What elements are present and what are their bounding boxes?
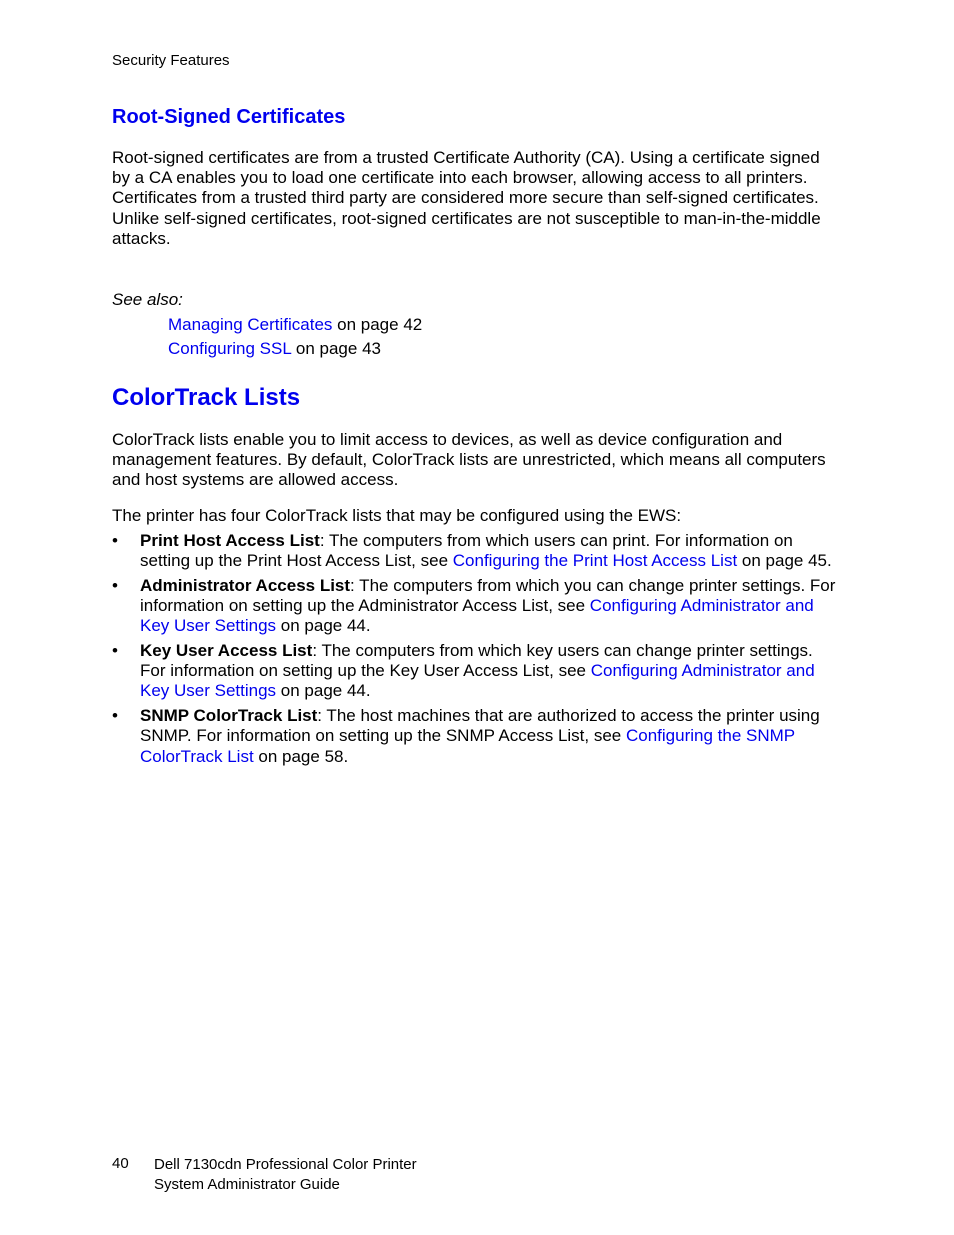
see-also-label: See also: (112, 290, 183, 309)
list-item-text: : The computers from which users can print. For information on setting up the Print Host Access List, see (140, 531, 793, 571)
list-item (112, 641, 842, 702)
page-ref: on page 58. (253, 746, 349, 766)
section-heading-colortrack: ColorTrack Lists (112, 384, 301, 411)
list-item-term: Administrator Access List (140, 575, 351, 595)
page-ref: on page 42 (332, 315, 423, 334)
root-signed-paragraph: Root-signed certificates are from a trusted Certificate Authority (CA). Using a certificate signed by a CA enables you to load one certificate into each browser, allowing access to all printers. Certificates from a trusted third party are considered more secure than self-signed certificates. Unlike self-signed certificates, root-signed certificates are not susceptible to man-in-the-middle attacks. (112, 148, 821, 248)
managing-certificates-link[interactable]: Managing Certificates (168, 315, 333, 334)
colortrack-intro: The printer has four ColorTrack lists that may be configured using the EWS: (112, 506, 682, 525)
admin-key-user-settings-link[interactable]: Configuring Administrator and Key User Settings (140, 661, 815, 701)
list-item-text: : The computers from which you can change printer settings. For information on setting up the Administrator Access List, see (140, 575, 836, 616)
page-ref: on page 44. (276, 616, 371, 636)
bullet-marker: • (112, 531, 118, 550)
see-also-item (168, 339, 381, 359)
running-header: Security Features (112, 52, 230, 69)
configuring-ssl-link[interactable]: Configuring SSL (168, 339, 292, 358)
page-ref: on page 45. (737, 551, 832, 571)
list-item (112, 531, 842, 571)
footer-title-line: Dell 7130cdn Professional Color Printer (154, 1156, 417, 1173)
footer-title (154, 1155, 417, 1194)
print-host-access-link[interactable]: Configuring the Print Host Access List (452, 551, 738, 571)
section-heading-root-signed: Root-Signed Certificates (112, 106, 346, 128)
page-number: 40 (112, 1155, 129, 1172)
see-also-item (168, 315, 422, 335)
list-item-term: Print Host Access List (140, 531, 320, 550)
page-ref: on page 43 (291, 339, 381, 358)
list-item-term: Key User Access List (140, 641, 313, 661)
admin-key-user-settings-link[interactable]: Configuring Administrator and Key User Settings (140, 596, 814, 636)
list-item (112, 706, 842, 767)
list-item-text: : The computers from which key users can change printer settings. For information on setting up the Key User Access List, see (140, 641, 813, 681)
page-ref: on page 44. (276, 681, 371, 701)
list-item-term: SNMP ColorTrack List (140, 706, 318, 726)
footer-title-line: System Administrator Guide (154, 1175, 340, 1193)
list-item-text: : The host machines that are authorized to access the printer using SNMP. For information on setting up the SNMP Access List, see (140, 706, 820, 746)
bullet-marker: • (112, 706, 118, 726)
list-item (112, 576, 842, 637)
colortrack-list (112, 531, 842, 771)
bullet-marker: • (112, 575, 118, 595)
snmp-colortrack-list-link[interactable]: Configuring the SNMP ColorTrack List (140, 726, 795, 766)
colortrack-paragraph: ColorTrack lists enable you to limit access to devices, as well as device configuration and management features. By default, ColorTrack lists are unrestricted, which means all computers and host systems are allowed access. (112, 430, 826, 490)
bullet-marker: • (112, 641, 118, 661)
